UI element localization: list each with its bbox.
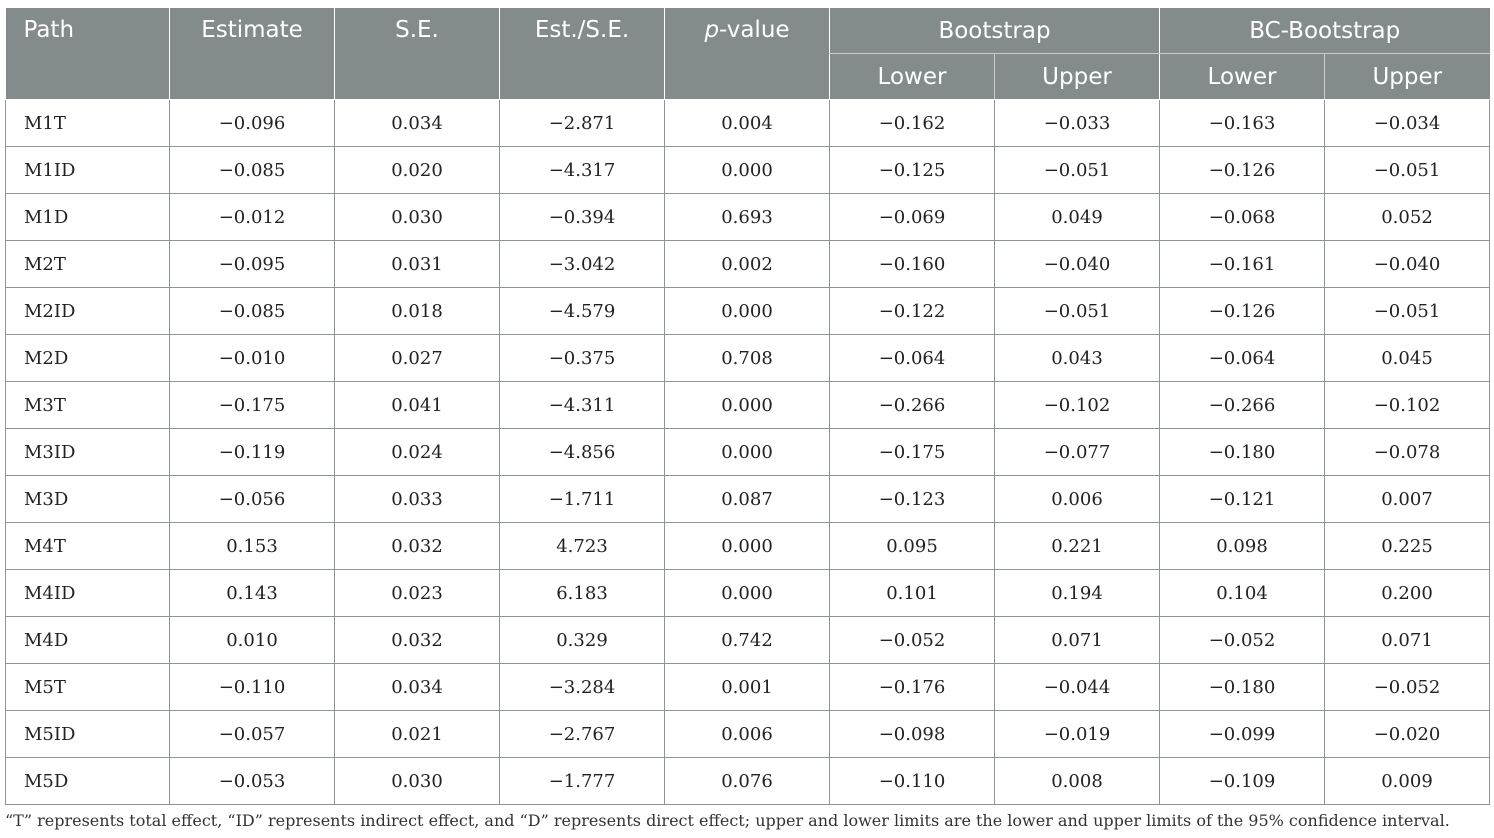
table-body: [6, 100, 1490, 805]
cell-bc-bootstrap-upper: −0.040: [1325, 241, 1490, 288]
cell-estimate: −0.057: [170, 711, 335, 758]
cell-bootstrap-lower: −0.052: [830, 617, 995, 664]
cell-path: M2D: [6, 335, 170, 382]
results-table-container: [5, 8, 1489, 805]
cell-bc-bootstrap-lower: −0.266: [1160, 382, 1325, 429]
cell-bc-bootstrap-upper: 0.071: [1325, 617, 1490, 664]
header-bootstrap-upper: Upper: [995, 54, 1160, 100]
cell-est-se: −3.284: [500, 664, 665, 711]
cell-bc-bootstrap-lower: −0.126: [1160, 288, 1325, 335]
cell-estimate: −0.175: [170, 382, 335, 429]
cell-est-se: −1.711: [500, 476, 665, 523]
header-estimate: Estimate: [170, 8, 335, 100]
cell-se: 0.034: [335, 664, 500, 711]
cell-p-value: 0.693: [665, 194, 830, 241]
cell-se: 0.021: [335, 711, 500, 758]
cell-se: 0.018: [335, 288, 500, 335]
cell-path: M4D: [6, 617, 170, 664]
cell-bc-bootstrap-upper: −0.020: [1325, 711, 1490, 758]
cell-path: M1D: [6, 194, 170, 241]
cell-bc-bootstrap-upper: −0.102: [1325, 382, 1490, 429]
cell-bootstrap-lower: −0.069: [830, 194, 995, 241]
cell-bootstrap-upper: 0.043: [995, 335, 1160, 382]
cell-est-se: −4.311: [500, 382, 665, 429]
cell-estimate: 0.153: [170, 523, 335, 570]
cell-bootstrap-upper: 0.008: [995, 758, 1160, 805]
cell-bc-bootstrap-lower: −0.180: [1160, 664, 1325, 711]
cell-bootstrap-upper: 0.071: [995, 617, 1160, 664]
cell-bc-bootstrap-lower: −0.109: [1160, 758, 1325, 805]
cell-bootstrap-lower: −0.123: [830, 476, 995, 523]
cell-bootstrap-lower: −0.176: [830, 664, 995, 711]
cell-p-value: 0.087: [665, 476, 830, 523]
table-row: [6, 194, 1490, 241]
header-se: S.E.: [335, 8, 500, 100]
cell-se: 0.032: [335, 523, 500, 570]
cell-bc-bootstrap-lower: −0.121: [1160, 476, 1325, 523]
cell-bootstrap-upper: −0.102: [995, 382, 1160, 429]
header-est-se: Est./S.E.: [500, 8, 665, 100]
cell-bc-bootstrap-lower: −0.099: [1160, 711, 1325, 758]
table-row: [6, 382, 1490, 429]
cell-bootstrap-upper: 0.006: [995, 476, 1160, 523]
cell-se: 0.034: [335, 100, 500, 147]
cell-se: 0.030: [335, 194, 500, 241]
cell-est-se: −1.777: [500, 758, 665, 805]
cell-bootstrap-upper: 0.194: [995, 570, 1160, 617]
cell-est-se: −4.579: [500, 288, 665, 335]
cell-bc-bootstrap-upper: 0.225: [1325, 523, 1490, 570]
cell-path: M5D: [6, 758, 170, 805]
cell-est-se: 6.183: [500, 570, 665, 617]
cell-estimate: −0.053: [170, 758, 335, 805]
cell-bootstrap-lower: 0.101: [830, 570, 995, 617]
cell-bootstrap-lower: −0.110: [830, 758, 995, 805]
cell-bootstrap-upper: 0.049: [995, 194, 1160, 241]
cell-p-value: 0.000: [665, 429, 830, 476]
header-p-rest: -value: [719, 17, 790, 43]
cell-bc-bootstrap-upper: −0.052: [1325, 664, 1490, 711]
cell-bc-bootstrap-lower: −0.126: [1160, 147, 1325, 194]
cell-estimate: −0.085: [170, 147, 335, 194]
header-bc-bootstrap: BC-Bootstrap: [1160, 8, 1490, 54]
cell-p-value: 0.001: [665, 664, 830, 711]
cell-p-value: 0.002: [665, 241, 830, 288]
cell-p-value: 0.004: [665, 100, 830, 147]
cell-p-value: 0.000: [665, 288, 830, 335]
cell-estimate: −0.119: [170, 429, 335, 476]
cell-p-value: 0.006: [665, 711, 830, 758]
cell-path: M3T: [6, 382, 170, 429]
table-header: [6, 8, 1490, 100]
cell-bc-bootstrap-lower: −0.064: [1160, 335, 1325, 382]
cell-se: 0.032: [335, 617, 500, 664]
cell-bootstrap-lower: −0.175: [830, 429, 995, 476]
cell-est-se: −2.767: [500, 711, 665, 758]
cell-est-se: −0.394: [500, 194, 665, 241]
header-bc-bootstrap-lower: Lower: [1160, 54, 1325, 100]
cell-bootstrap-lower: 0.095: [830, 523, 995, 570]
cell-bootstrap-upper: −0.019: [995, 711, 1160, 758]
cell-path: M4T: [6, 523, 170, 570]
header-bootstrap-lower: Lower: [830, 54, 995, 100]
cell-path: M3D: [6, 476, 170, 523]
cell-est-se: −2.871: [500, 100, 665, 147]
cell-bootstrap-lower: −0.064: [830, 335, 995, 382]
cell-bc-bootstrap-upper: −0.051: [1325, 147, 1490, 194]
table-row: [6, 523, 1490, 570]
table-row: [6, 241, 1490, 288]
cell-bc-bootstrap-lower: −0.161: [1160, 241, 1325, 288]
cell-bc-bootstrap-upper: −0.034: [1325, 100, 1490, 147]
cell-estimate: −0.095: [170, 241, 335, 288]
cell-p-value: 0.742: [665, 617, 830, 664]
table-row: [6, 758, 1490, 805]
cell-path: M5ID: [6, 711, 170, 758]
table-row: [6, 711, 1490, 758]
cell-path: M1T: [6, 100, 170, 147]
cell-bc-bootstrap-lower: 0.104: [1160, 570, 1325, 617]
cell-estimate: −0.056: [170, 476, 335, 523]
cell-bootstrap-lower: −0.125: [830, 147, 995, 194]
cell-p-value: 0.000: [665, 147, 830, 194]
cell-bootstrap-upper: −0.051: [995, 147, 1160, 194]
table-row: [6, 100, 1490, 147]
cell-path: M2T: [6, 241, 170, 288]
cell-se: 0.027: [335, 335, 500, 382]
cell-bootstrap-lower: −0.122: [830, 288, 995, 335]
cell-estimate: −0.110: [170, 664, 335, 711]
cell-estimate: −0.085: [170, 288, 335, 335]
cell-path: M1ID: [6, 147, 170, 194]
cell-bc-bootstrap-lower: 0.098: [1160, 523, 1325, 570]
cell-bc-bootstrap-lower: −0.163: [1160, 100, 1325, 147]
cell-path: M4ID: [6, 570, 170, 617]
cell-bc-bootstrap-lower: −0.052: [1160, 617, 1325, 664]
cell-estimate: 0.010: [170, 617, 335, 664]
table-row: [6, 335, 1490, 382]
header-p-value: [665, 8, 830, 100]
cell-bootstrap-lower: −0.098: [830, 711, 995, 758]
cell-estimate: 0.143: [170, 570, 335, 617]
table-row: [6, 429, 1490, 476]
table-row: [6, 664, 1490, 711]
cell-bootstrap-upper: −0.077: [995, 429, 1160, 476]
table-row: [6, 617, 1490, 664]
cell-bootstrap-upper: −0.051: [995, 288, 1160, 335]
cell-bc-bootstrap-upper: 0.052: [1325, 194, 1490, 241]
cell-est-se: −4.317: [500, 147, 665, 194]
cell-bc-bootstrap-upper: 0.045: [1325, 335, 1490, 382]
header-path: Path: [6, 8, 170, 100]
cell-p-value: 0.000: [665, 570, 830, 617]
cell-est-se: −0.375: [500, 335, 665, 382]
table-row: [6, 570, 1490, 617]
cell-bootstrap-lower: −0.266: [830, 382, 995, 429]
cell-est-se: −3.042: [500, 241, 665, 288]
cell-se: 0.020: [335, 147, 500, 194]
cell-estimate: −0.012: [170, 194, 335, 241]
cell-est-se: 0.329: [500, 617, 665, 664]
cell-bootstrap-upper: −0.033: [995, 100, 1160, 147]
cell-bootstrap-upper: 0.221: [995, 523, 1160, 570]
cell-p-value: 0.000: [665, 382, 830, 429]
cell-se: 0.031: [335, 241, 500, 288]
cell-p-value: 0.708: [665, 335, 830, 382]
cell-se: 0.033: [335, 476, 500, 523]
cell-est-se: 4.723: [500, 523, 665, 570]
mediation-effects-table: [5, 8, 1490, 805]
header-bootstrap: Bootstrap: [830, 8, 1160, 54]
cell-estimate: −0.096: [170, 100, 335, 147]
cell-bc-bootstrap-upper: 0.007: [1325, 476, 1490, 523]
cell-bc-bootstrap-lower: −0.068: [1160, 194, 1325, 241]
cell-bootstrap-upper: −0.040: [995, 241, 1160, 288]
table-row: [6, 147, 1490, 194]
cell-bc-bootstrap-lower: −0.180: [1160, 429, 1325, 476]
cell-bootstrap-upper: −0.044: [995, 664, 1160, 711]
cell-se: 0.030: [335, 758, 500, 805]
cell-se: 0.023: [335, 570, 500, 617]
cell-bc-bootstrap-upper: −0.051: [1325, 288, 1490, 335]
cell-p-value: 0.076: [665, 758, 830, 805]
cell-est-se: −4.856: [500, 429, 665, 476]
cell-path: M2ID: [6, 288, 170, 335]
table-footnote: “T” represents total effect, “ID” represents indirect effect, and “D” represents direct effect; upper and lower limits are the lower and upper limits of the 95% confidence interval.: [5, 811, 1450, 830]
cell-bootstrap-lower: −0.160: [830, 241, 995, 288]
cell-path: M3ID: [6, 429, 170, 476]
header-bc-bootstrap-upper: Upper: [1325, 54, 1490, 100]
table-row: [6, 476, 1490, 523]
table-row: [6, 288, 1490, 335]
cell-bc-bootstrap-upper: 0.009: [1325, 758, 1490, 805]
cell-bc-bootstrap-upper: −0.078: [1325, 429, 1490, 476]
cell-p-value: 0.000: [665, 523, 830, 570]
header-p-italic: p: [704, 17, 720, 43]
cell-bootstrap-lower: −0.162: [830, 100, 995, 147]
cell-path: M5T: [6, 664, 170, 711]
cell-se: 0.041: [335, 382, 500, 429]
cell-estimate: −0.010: [170, 335, 335, 382]
cell-se: 0.024: [335, 429, 500, 476]
cell-bc-bootstrap-upper: 0.200: [1325, 570, 1490, 617]
